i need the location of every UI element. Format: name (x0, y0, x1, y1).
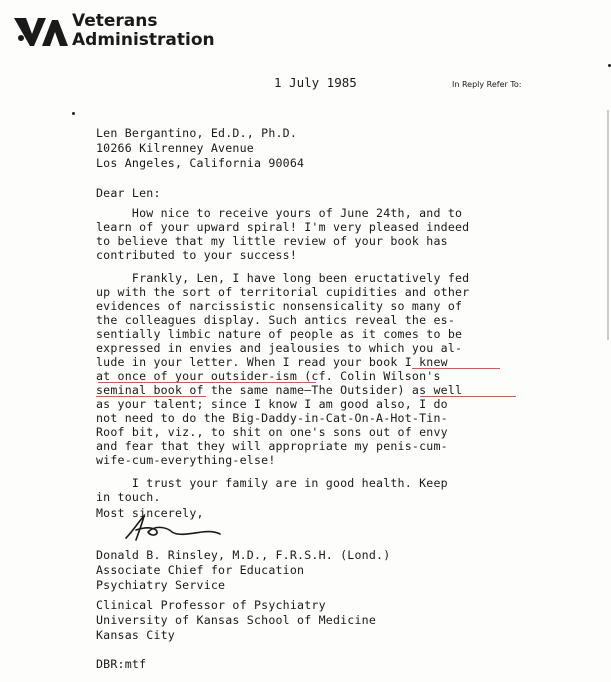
signer-line: Psychiatry Service (96, 578, 226, 592)
recipient-line: Len Bergantino, Ed.D., Ph.D. (96, 126, 298, 140)
signer-line: University of Kansas School of Medicine (96, 613, 377, 627)
body-line: How nice to receive yours of June 24th, and to (96, 206, 463, 220)
closing: Most sincerely, (96, 506, 204, 520)
refer-to-label: In Reply Refer To: (452, 80, 522, 89)
body-line: not need to do the Big-Daddy-in-Cat-On-A-Hot-Tin- (96, 411, 448, 425)
red-underline (412, 368, 500, 369)
body-line: the colleagues display. Such antics reveal the es- (96, 313, 456, 327)
body-line: as your talent; since I know I am good also, I do (96, 397, 448, 411)
body-line: in touch. (96, 490, 161, 504)
signer-line: Associate Chief for Education (96, 563, 305, 577)
signer-line: Clinical Professor of Psychiatry (96, 598, 326, 612)
body-line: seminal book of the same name—The Outsider) as well (96, 383, 463, 397)
body-line: and fear that they will appropriate my penis-cum- (96, 439, 448, 453)
red-underline (420, 396, 516, 397)
letterhead-line2: Administration (72, 30, 215, 50)
body-line: to believe that my little review of your book has (96, 234, 448, 248)
scan-edge (607, 110, 609, 340)
signature-image (122, 510, 222, 544)
body-line: expressed in envies and jealousies to which you al- (96, 341, 463, 355)
body-line: up with the sort of territorial cupidities and other (96, 285, 470, 299)
body-line: learn of your upward spiral! I'm very pleased indeed (96, 220, 470, 234)
body-line: at once of your outsider-ism (cf. Colin Wilson's (96, 369, 441, 383)
recipient-line: Los Angeles, California 90064 (96, 156, 305, 170)
va-logo-icon (12, 14, 68, 48)
red-underline (96, 396, 206, 397)
red-underline (98, 382, 316, 383)
signer-line: Donald B. Rinsley, M.D., F.R.S.H. (Lond.) (96, 548, 391, 562)
body-line: I trust your family are in good health. Keep (96, 476, 448, 490)
signer-line: Kansas City (96, 628, 175, 642)
letter-date: 1 July 1985 (274, 75, 357, 90)
punch-dot (72, 112, 75, 115)
body-line: Roof bit, viz., to shit on one's sons out of envy (96, 425, 448, 439)
body-line: evidences of narcissistic nonsensicality so many of (96, 299, 463, 313)
body-line: sentially limbic nature of people as it comes to be (96, 327, 463, 341)
body-line: contributed to your success! (96, 248, 298, 262)
recipient-line: 10266 Kilrenney Avenue (96, 141, 254, 155)
typist-initials: DBR:mtf (96, 657, 147, 671)
salutation: Dear Len: (96, 186, 161, 200)
letterhead-title (72, 12, 215, 50)
body-line: Frankly, Len, I have long been eructatively fed (96, 271, 470, 285)
letterhead-line1: Veterans (72, 11, 158, 31)
body-line: wife-cum-everything-else! (96, 453, 276, 467)
body-line: lude in your letter. When I read your book I knew (96, 355, 448, 369)
